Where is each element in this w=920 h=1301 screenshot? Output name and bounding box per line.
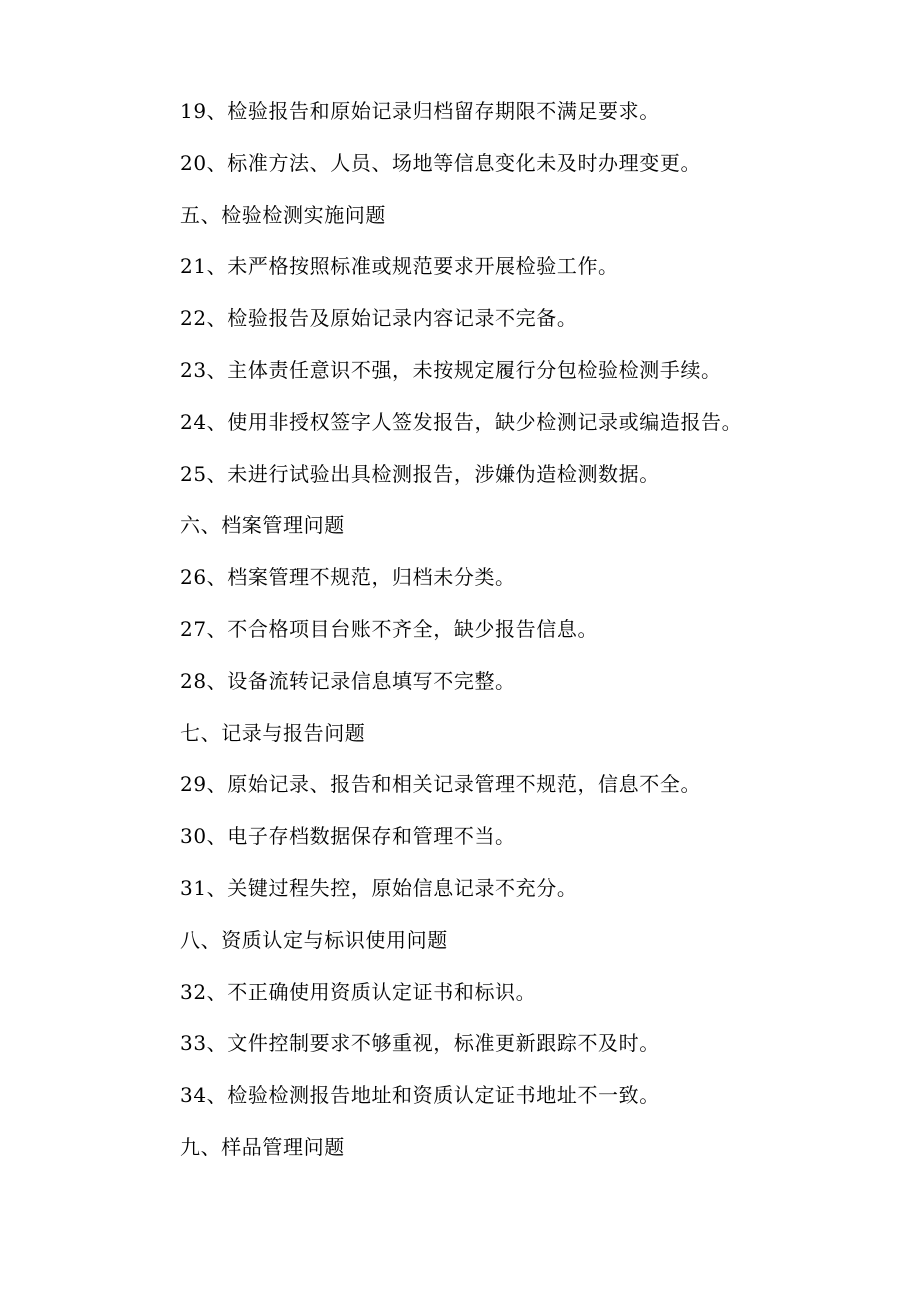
section-heading-6: 六、档案管理问题 [180, 513, 345, 538]
list-item-22: 22、检验报告及原始记录内容记录不完备。 [180, 306, 578, 331]
list-item-31: 31、关键过程失控，原始信息记录不充分。 [180, 875, 578, 900]
section-heading-5: 五、检验检测实施问题 [180, 202, 386, 227]
section-heading-7: 七、记录与报告问题 [180, 720, 366, 745]
list-item-21: 21、未严格按照标准或规范要求开展检验工作。 [180, 254, 619, 279]
section-heading-9: 九、样品管理问题 [180, 1134, 345, 1159]
list-item-34: 34、检验检测报告地址和资质认定证书地址不一致。 [180, 1083, 660, 1108]
list-item-26: 26、档案管理不规范，归档未分类。 [180, 565, 516, 590]
list-item-23: 23、主体责任意识不强，未按规定履行分包检验检测手续。 [180, 357, 722, 382]
list-item-25: 25、未进行试验出具检测报告，涉嫌伪造检测数据。 [180, 461, 660, 486]
list-item-19: 19、检验报告和原始记录归档留存期限不满足要求。 [180, 99, 660, 123]
list-item-27: 27、不合格项目台账不齐全，缺少报告信息。 [180, 616, 599, 641]
list-item-28: 28、设备流转记录信息填写不完整。 [180, 668, 516, 693]
list-item-24: 24、使用非授权签字人签发报告，缺少检测记录或编造报告。 [180, 409, 743, 434]
list-item-33: 33、文件控制要求不够重视，标准更新跟踪不及时。 [180, 1031, 660, 1056]
list-item-30: 30、电子存档数据保存和管理不当。 [180, 824, 516, 849]
section-heading-8: 八、资质认定与标识使用问题 [180, 927, 448, 952]
list-item-32: 32、不正确使用资质认定证书和标识。 [180, 979, 537, 1004]
list-item-20: 20、标准方法、人员、场地等信息变化未及时办理变更。 [180, 150, 702, 175]
list-item-29: 29、原始记录、报告和相关记录管理不规范，信息不全。 [180, 772, 702, 797]
document-body [180, 98, 880, 1186]
